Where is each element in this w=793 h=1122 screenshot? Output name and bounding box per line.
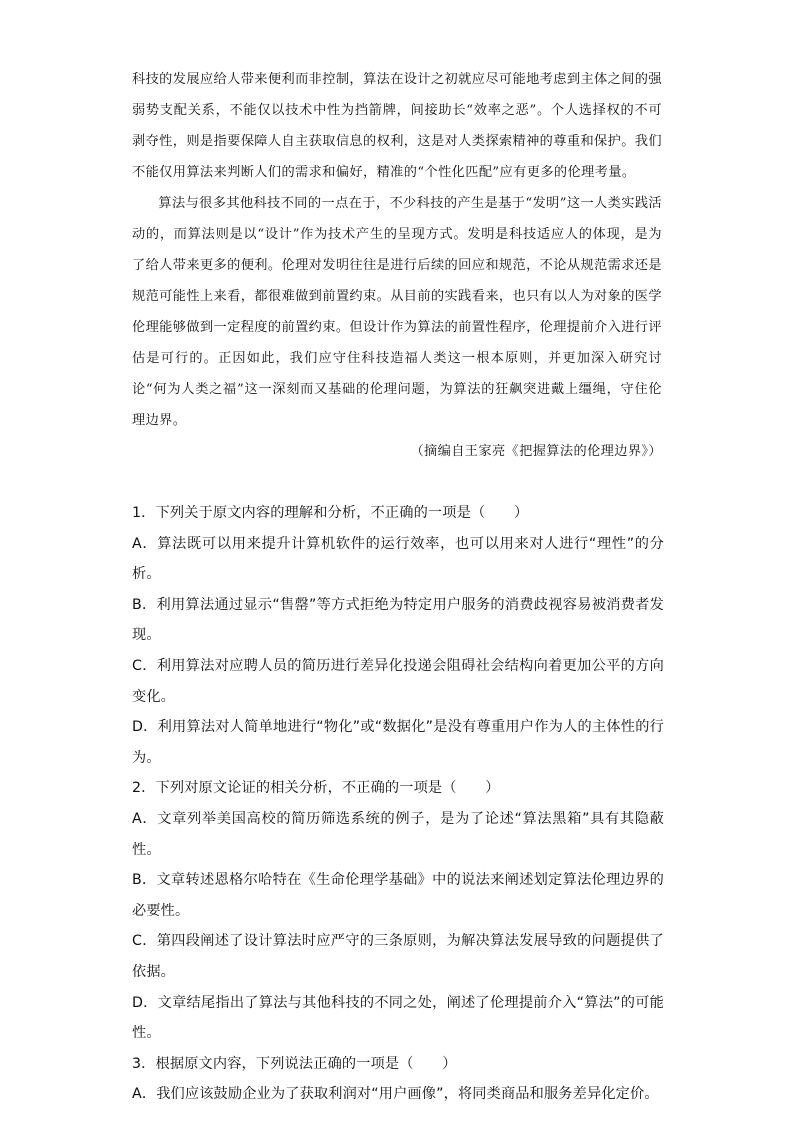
passage-paragraph: 算法与很多其他科技不同的一点在于，不少科技的产生是基于“发明”这一人类实践活动的，而算法则是以“设计”作为技术产生的呈现方式。发明是科技适应人的体现，是为了给人带来更多的便利。伦理对发明往往是进行后续的回应和规范，不论从规范需求还是规范可能性上来看，都很难做到前置约束。从目前的实践看来，也只有以人为对象的医学伦理能够做到一定程度的前置约束。但设计作为算法的前置性程序，伦理提前介入进行评估是可行的。正因如此，我们应守住科技造福人类这一根本原则，并更加深入研究讨论“何为人类之福”这一深刻而又基础的伦理问题，为算法的狂飙突进戴上缰绳，守住伦理边界。 <box>132 196 662 428</box>
question-option: A．文章列举美国高校的简历筛选系统的例子，是为了论述“算法黑箱”具有其隐蔽性。 <box>132 810 664 858</box>
question-stem: 3．根据原文内容，下列说法正确的一项是（ ） <box>132 1055 457 1072</box>
reading-passage <box>132 64 662 467</box>
question-option: A．我们应该鼓励企业为了获取利润对“用户画像”，将同类商品和服务差异化定价。 <box>132 1086 659 1103</box>
passage-paragraph: 科技的发展应给人带来便利而非控制，算法在设计之初就应尽可能地考虑到主体之间的强弱势支配关系，不能仅以技术中性为挡箭牌，间接助长“效率之恶”。个人选择权的不可剥夺性，则是指要保障人自主获取信息的权利，这是对人类探索精神的尊重和保护。我们不能仅用算法来判断人们的需求和偏好，精准的“个性化匹配”应有更多的伦理考量。 <box>132 72 662 180</box>
question-option: D．利用算法对人简单地进行“物化”或“数据化”是没有尊重用户作为人的主体性的行为。 <box>132 719 664 766</box>
question-list <box>132 498 664 1110</box>
question-stem: 2．下列对原文论证的相关分析，不正确的一项是（ ） <box>132 780 500 797</box>
question-option: B．利用算法通过显示“售罄”等方式拒绝为特定用户服务的消费歧视容易被消费者发现。 <box>132 596 664 644</box>
question-option: B．文章转述恩格尔哈特在《生命伦理学基础》中的说法来阐述划定算法伦理边界的必要性。 <box>132 872 664 919</box>
passage-source: （摘编自王家亮《把握算法的伦理边界》） <box>410 444 662 459</box>
question-stem: 1．下列关于原文内容的理解和分析，不正确的一项是（ ） <box>132 505 529 521</box>
question-option: A．算法既可以用来提升计算机软件的运行效率，也可以用来对人进行“理性”的分析。 <box>132 535 664 583</box>
question-option: C．第四段阐述了设计算法时应严守的三条原则，为解决算法发展导致的问题提供了依据。 <box>132 933 664 980</box>
question-option: D．文章结尾指出了算法与其他科技的不同之处，阐述了伦理提前介入“算法”的可能性。 <box>132 994 664 1042</box>
question-option: C．利用算法对应聘人员的简历进行差异化投递会阻碍社会结构向着更加公平的方向变化。 <box>132 657 664 705</box>
